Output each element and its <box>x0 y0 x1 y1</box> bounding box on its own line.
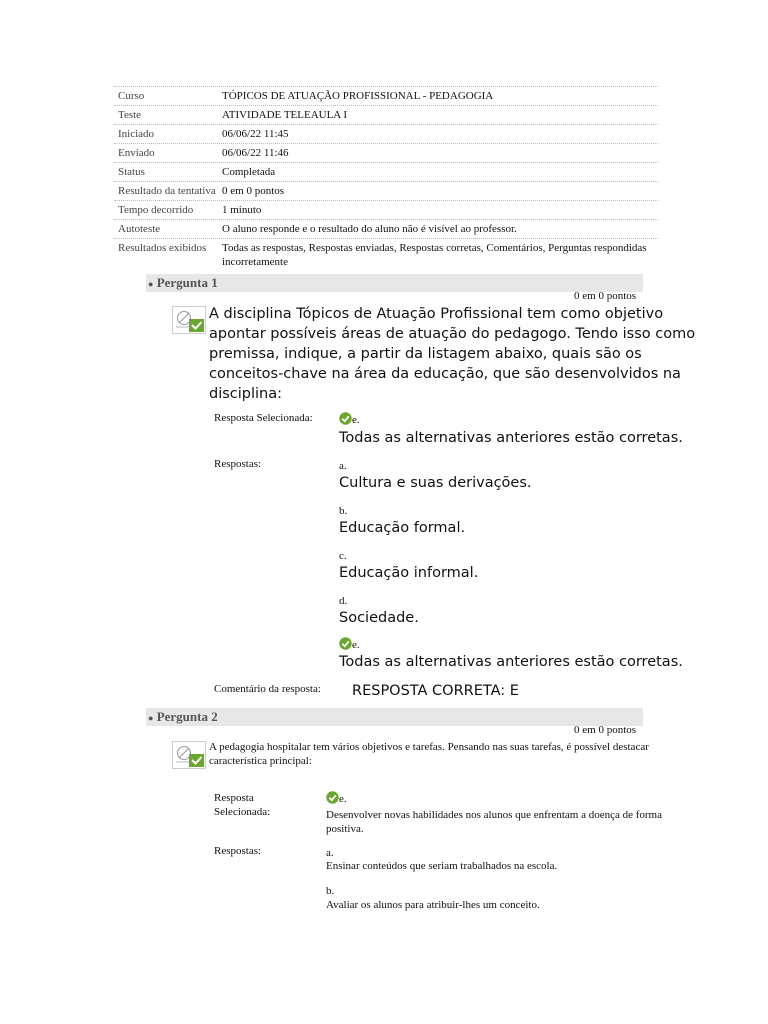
info-row-curso <box>114 86 658 105</box>
bullet-icon: ● <box>148 279 154 290</box>
info-row-iniciado <box>114 124 658 143</box>
info-label: Resultados exibidos <box>118 242 207 254</box>
answers-label: Respostas: <box>214 458 262 470</box>
info-row-resultados-exibidos <box>114 238 658 271</box>
option-b-letter: b. <box>326 885 335 897</box>
info-label: Status <box>118 166 145 178</box>
option-a-letter: a. <box>339 460 347 472</box>
selected-answer-marker <box>339 412 360 426</box>
option-d-letter: d. <box>339 595 348 607</box>
info-row-resultado <box>114 181 658 200</box>
info-value: Todas as respostas, Respostas enviadas, Respostas corretas, Comentários, Perguntas respondidas incorretamente <box>222 242 647 268</box>
option-a-letter: a. <box>326 847 334 859</box>
info-label: Iniciado <box>118 128 155 140</box>
info-row-teste <box>114 105 658 124</box>
attempt-info-table <box>114 86 658 271</box>
option-d-text: Sociedade. <box>339 610 419 626</box>
question-2-text: A pedagogia hospitalar tem vários objetivos e tarefas. Pensando nas suas tarefas, é possível destacar característica principal: <box>209 741 649 767</box>
comment-text: RESPOSTA CORRETA: E <box>352 683 519 699</box>
comment-label: Comentário da resposta: <box>214 683 321 695</box>
info-value: 06/06/22 11:46 <box>222 147 289 159</box>
info-value: 1 minuto <box>222 204 262 216</box>
option-b-letter: b. <box>339 505 348 517</box>
question-1-title: Pergunta 1 <box>156 275 218 290</box>
selected-answer-text: Desenvolver novas habilidades nos alunos que enfrentam a doença de forma positiva. <box>326 809 662 835</box>
selected-answer-marker <box>326 791 347 805</box>
info-row-tempo <box>114 200 658 219</box>
question-2-header <box>146 708 643 726</box>
question-1-header <box>146 274 643 292</box>
selected-answer-label: Resposta Selecionada: <box>214 792 271 818</box>
answers-label: Respostas: <box>214 845 262 857</box>
question-correct-icon <box>172 306 206 334</box>
option-c-text: Educação informal. <box>339 565 479 581</box>
info-value: 06/06/22 11:45 <box>222 128 289 140</box>
selected-answer-text: Todas as alternativas anteriores estão corretas. <box>339 430 683 446</box>
option-e-text: Todas as alternativas anteriores estão corretas. <box>339 654 683 670</box>
question-1-points: 0 em 0 pontos <box>574 290 637 302</box>
info-value: TÓPICOS DE ATUAÇÃO PROFISSIONAL - PEDAGOGIA <box>222 90 494 102</box>
info-label: Enviado <box>118 147 155 159</box>
option-a-text: Ensinar conteúdos que seriam trabalhados na escola. <box>326 860 558 872</box>
selected-answer-letter: e. <box>339 793 347 805</box>
info-label: Teste <box>118 109 142 121</box>
correct-check-icon <box>339 637 352 650</box>
option-b-text: Avaliar os alunos para atribuir-lhes um conceito. <box>326 899 540 911</box>
question-correct-icon <box>172 741 206 769</box>
option-e-marker <box>339 637 360 651</box>
info-row-autoteste <box>114 219 658 238</box>
option-a-text: Cultura e suas derivações. <box>339 475 532 491</box>
option-e-letter: e. <box>352 639 360 651</box>
info-value: ATIVIDADE TELEAULA I <box>222 109 348 121</box>
info-value: Completada <box>222 166 276 178</box>
bullet-icon: ● <box>148 713 154 724</box>
info-label: Autoteste <box>118 223 161 235</box>
info-row-enviado <box>114 143 658 162</box>
question-1-text: A disciplina Tópicos de Atuação Profissional tem como objetivo apontar possíveis áreas de atuação do pedagogo. Tendo isso como premissa, indique, a partir da listagem abaixo, quais são os conceitos-chave na área da educação, que são desenvolvidos na disciplina: <box>209 306 696 402</box>
selected-answer-letter: e. <box>352 414 360 426</box>
info-label: Curso <box>118 90 145 102</box>
info-value: O aluno responde e o resultado do aluno não é visível ao professor. <box>222 223 517 235</box>
info-label: Tempo decorrido <box>118 204 194 216</box>
question-2-title: Pergunta 2 <box>156 709 218 724</box>
correct-check-icon <box>339 412 352 425</box>
option-b-text: Educação formal. <box>339 520 466 536</box>
question-2-points: 0 em 0 pontos <box>574 724 637 736</box>
info-value: 0 em 0 pontos <box>222 185 285 197</box>
selected-answer-label: Resposta Selecionada: <box>214 412 313 424</box>
option-c-letter: c. <box>339 550 347 562</box>
correct-check-icon <box>326 791 339 804</box>
info-label: Resultado da tentativa <box>118 185 216 197</box>
info-row-status <box>114 162 658 181</box>
